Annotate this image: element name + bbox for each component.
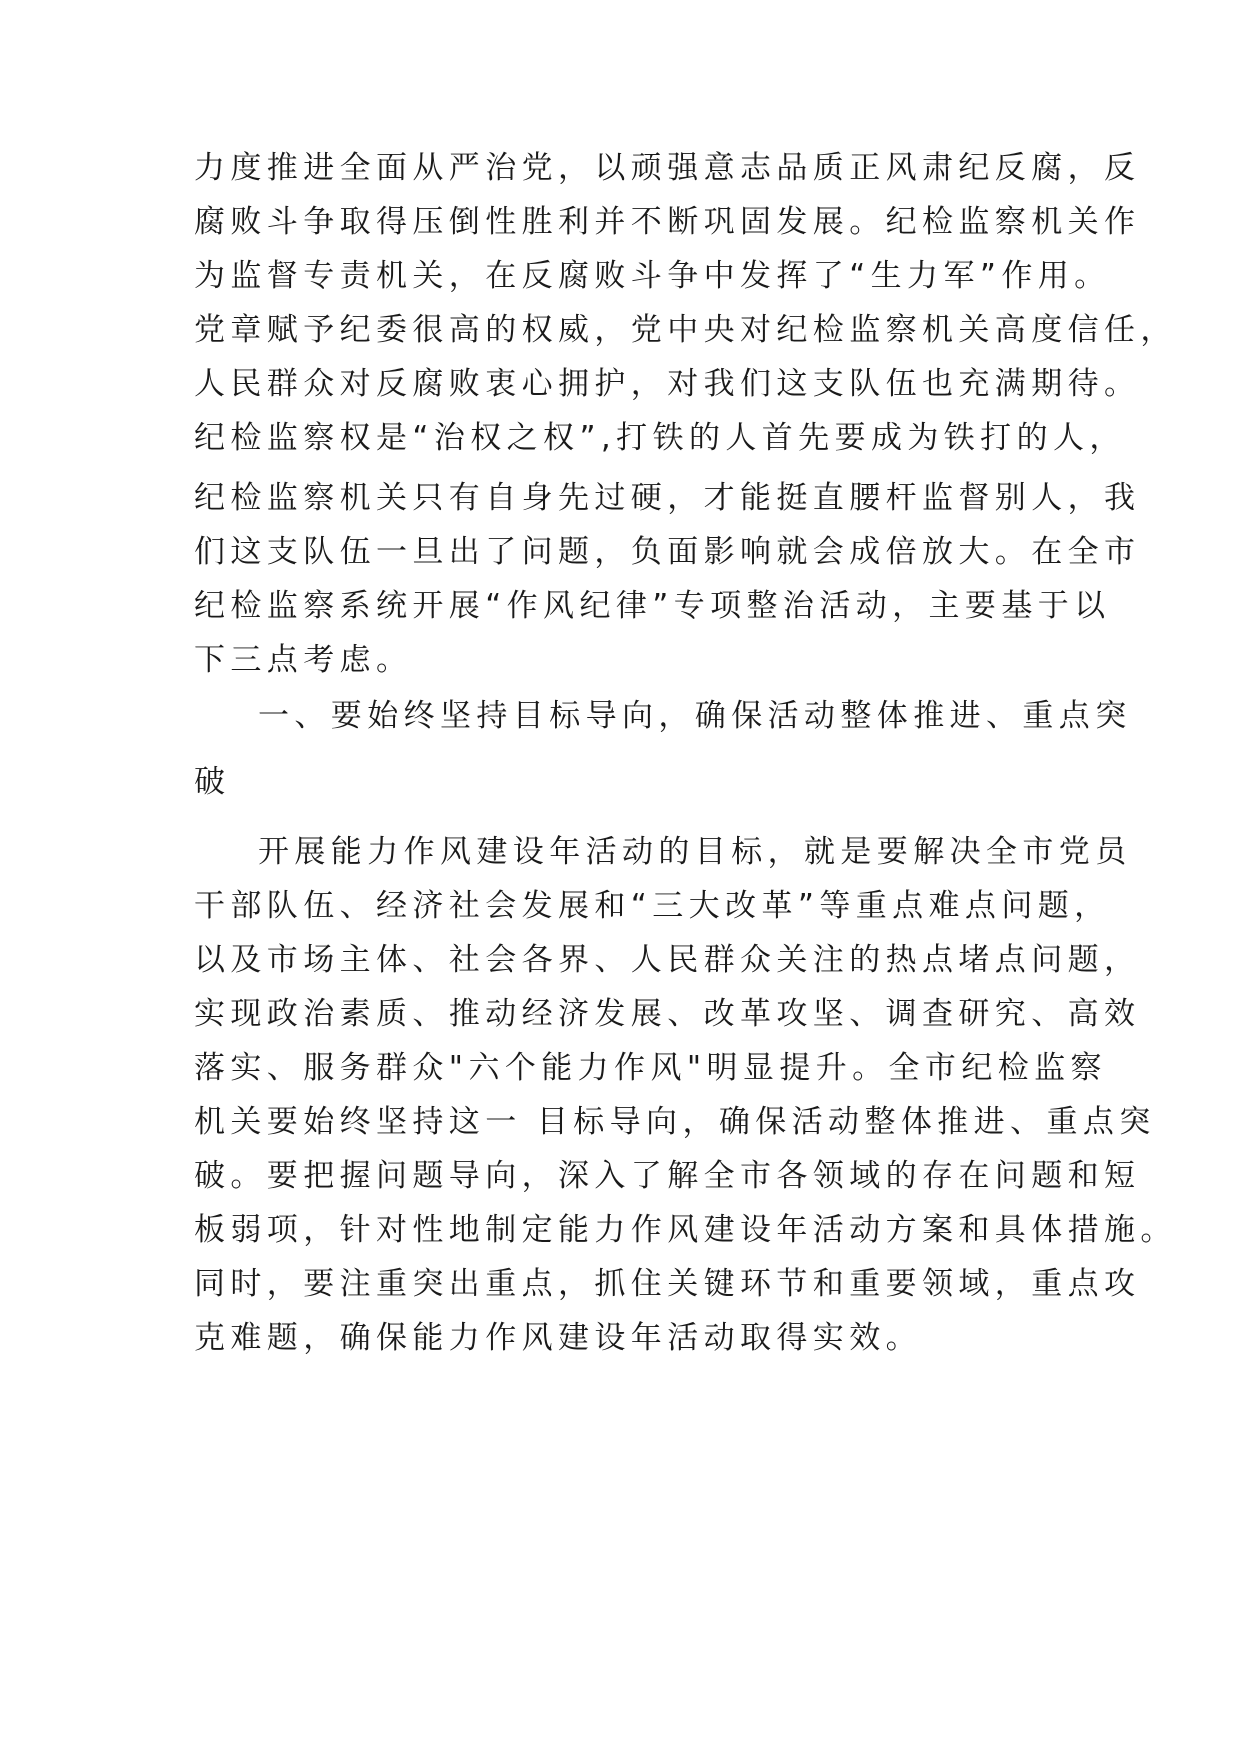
text-line: 破。要把握问题导向，深入了解全市各领域的存在问题和短 [194,1158,1141,1194]
text-line: 克难题，确保能力作风建设年活动取得实效。 [194,1320,922,1356]
text-line: 力度推进全面从严治党，以顽强意志品质正风肃纪反腐，反 [194,150,1141,186]
text-line: 党章赋予纪委很高的权威，党中央对纪检监察机关高度信任， [194,312,1177,348]
text-line: 为监督专责机关，在反腐败斗争中发挥了“生力军”作用。 [194,258,1111,294]
text-line: 干部队伍、经济社会发展和“三大改革”等重点难点问题， [194,888,1111,924]
text-line: 纪检监察权是“治权之权”,打铁的人首先要成为铁打的人， [194,420,1126,456]
text-line: 纪检监察机关只有自身先过硬，才能挺直腰杆监督别人，我 [194,480,1141,516]
text-line: 们这支队伍一旦出了问题，负面影响就会成倍放大。在全市 [194,534,1141,570]
text-line: 落实、服务群众"六个能力作风"明显提升。全市纪检监察 [194,1050,1107,1086]
text-line: 腐败斗争取得压倒性胜利并不断巩固发展。纪检监察机关作 [194,204,1141,240]
text-line: 机关要始终坚持这一 目标导向，确保活动整体推进、重点突 [194,1104,1156,1140]
section-heading: 一、要始终坚持目标导向，确保活动整体推进、重点突 [258,698,1132,734]
text-line: 实现政治素质、推动经济发展、改革攻坚、调查研究、高效 [194,996,1141,1032]
text-line: 纪检监察系统开展“作风纪律”专项整治活动，主要基于以 [194,588,1111,624]
text-line: 人民群众对反腐败衷心拥护，对我们这支队伍也充满期待。 [194,366,1141,402]
section-heading-continued: 破 [194,764,231,800]
text-line: 下三点考虑。 [194,642,413,678]
text-line: 以及市场主体、社会各界、人民群众关注的热点堵点问题， [194,942,1141,978]
text-line: 开展能力作风建设年活动的目标，就是要解决全市党员 [258,834,1132,870]
text-line: 板弱项，针对性地制定能力作风建设年活动方案和具体措施。 [194,1212,1177,1248]
text-line: 同时，要注重突出重点，抓住关键环节和重要领域，重点攻 [194,1266,1141,1302]
